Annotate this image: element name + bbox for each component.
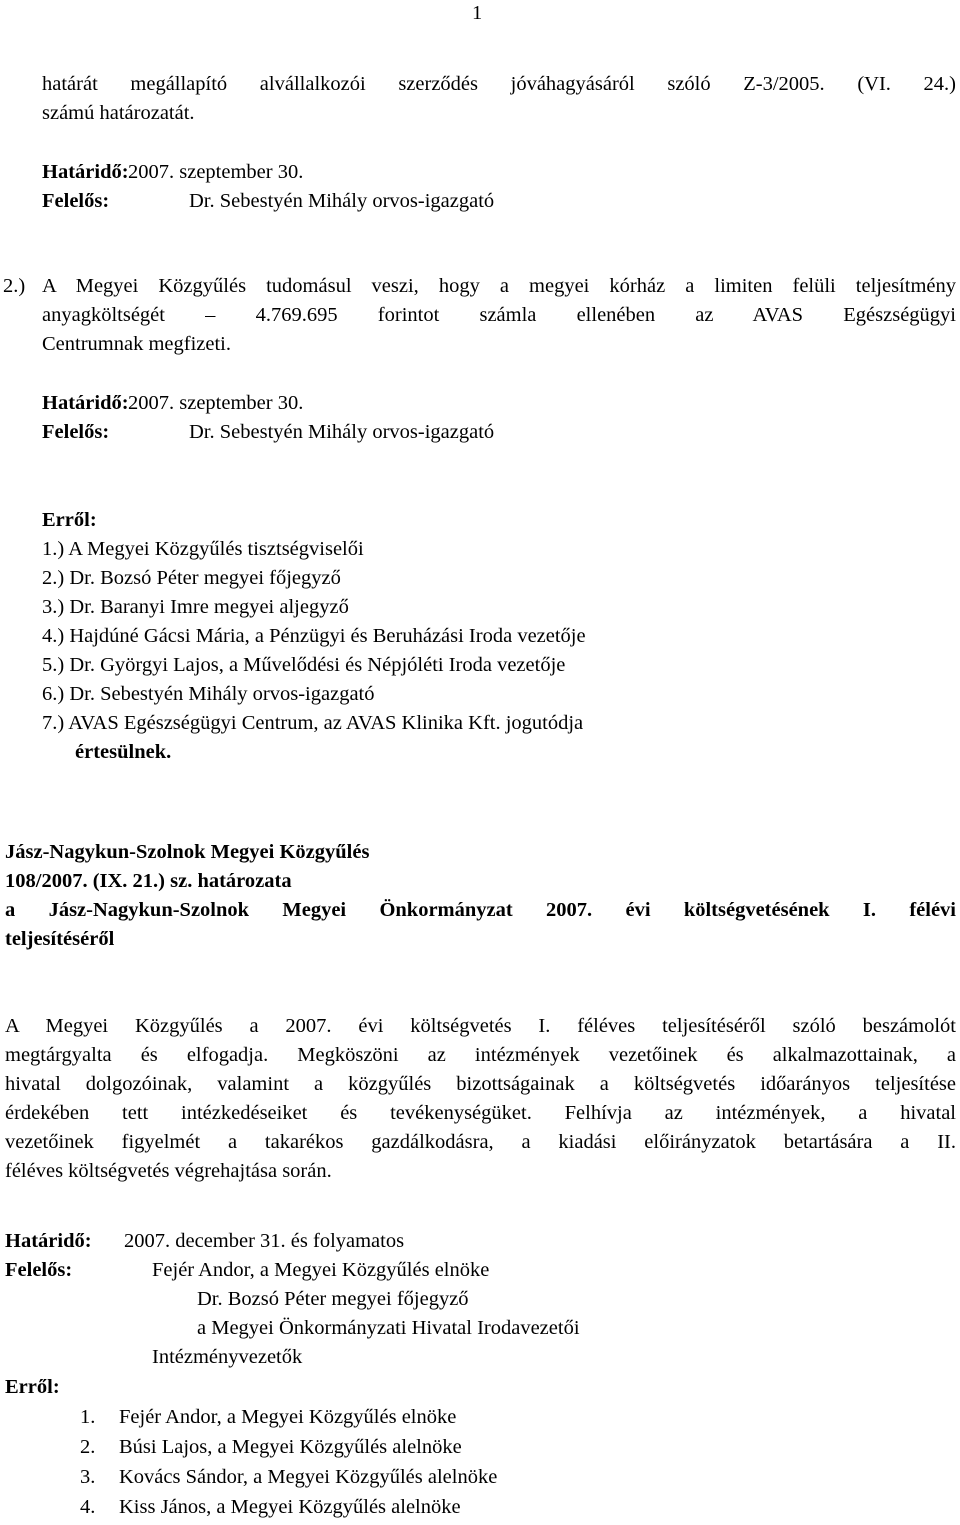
paragraph-line: érdekében tett intézkedéseiket és tevékenységüket. Felhívja az intézmények, a hivatal — [5, 1102, 956, 1124]
text-line: határát megállapító alvállalkozói szerződés jóváhagyásáról szóló Z-3/2005. (VI. 24.) — [42, 73, 956, 95]
resolution-number: 108/2007. (IX. 21.) sz. határozata — [5, 870, 292, 892]
responsible-value: Dr. Bozsó Péter megyei főjegyző — [197, 1288, 469, 1310]
list-item-number: 1. — [80, 1406, 96, 1428]
responsible-value: Dr. Sebestyén Mihály orvos-igazgató — [189, 421, 495, 443]
resolution-body: Jász-Nagykun-Szolnok Megyei Közgyűlés — [5, 841, 370, 863]
list-item: Búsi Lajos, a Megyei Közgyűlés alelnöke — [119, 1436, 462, 1458]
responsible-value: Fejér Andor, a Megyei Közgyűlés elnöke — [152, 1259, 490, 1281]
list-item: Kovács Sándor, a Megyei Közgyűlés alelnöke — [119, 1466, 498, 1488]
resolution-title: teljesítéséről — [5, 928, 115, 950]
list-item: 2.) Dr. Bozsó Péter megyei főjegyző — [42, 567, 341, 589]
list-item: 7.) AVAS Egészségügyi Centrum, az AVAS Klinika Kft. jogutódja — [42, 712, 584, 734]
list-item-number: 3. — [80, 1466, 96, 1488]
list-item: 5.) Dr. Györgyi Lajos, a Művelődési és Népjóléti Iroda vezetője — [42, 654, 566, 676]
responsible-value: Dr. Sebestyén Mihály orvos-igazgató — [189, 190, 495, 212]
paragraph-line: vezetőinek figyelmét a takarékos gazdálkodásra, a kiadási előirányzatok betartására a II. — [5, 1131, 956, 1153]
notify-closing: értesülnek. — [75, 741, 172, 763]
list-item: Kiss János, a Megyei Közgyűlés alelnöke — [119, 1496, 461, 1518]
page-number: 1 — [472, 2, 483, 24]
responsible-value: a Megyei Önkormányzati Hivatal Irodavezetői — [197, 1317, 580, 1339]
list-item: 6.) Dr. Sebestyén Mihály orvos-igazgató — [42, 683, 375, 705]
notify-label: Erről: — [5, 1376, 60, 1398]
paragraph-line: féléves költségvetés végrehajtása során. — [5, 1160, 332, 1182]
list-item: 4.) Hajdúné Gácsi Mária, a Pénzügyi és Beruházási Iroda vezetője — [42, 625, 586, 647]
paragraph-line: megtárgyalta és elfogadja. Megköszöni az intézmények vezetőinek és alkalmazottainak, a — [5, 1044, 956, 1066]
responsible-label: Felelős: — [5, 1259, 73, 1281]
text-line: számú határozatát. — [42, 102, 195, 124]
deadline-value: 2007. december 31. és folyamatos — [124, 1230, 405, 1252]
deadline-label: Határidő: — [42, 392, 129, 414]
responsible-label: Felelős: — [42, 190, 110, 212]
list-item: 1.) A Megyei Közgyűlés tisztségviselői — [42, 538, 364, 560]
list-item-number: 2. — [80, 1436, 96, 1458]
notify-label: Erről: — [42, 509, 97, 531]
resolution-title: a Jász-Nagykun-Szolnok Megyei Önkormányzat 2007. évi költségvetésének I. félévi — [5, 899, 956, 921]
list-item-number: 4. — [80, 1496, 96, 1518]
list-item: Fejér Andor, a Megyei Közgyűlés elnöke — [119, 1406, 457, 1428]
deadline-label: Határidő: — [42, 161, 129, 183]
deadline-label: Határidő: — [5, 1230, 92, 1252]
list-item: 3.) Dr. Baranyi Imre megyei aljegyző — [42, 596, 349, 618]
paragraph-line: hivatal dolgozóinak, valamint a közgyűlés bizottságainak a költségvetés időarányos teljesítése — [5, 1073, 956, 1095]
text-line: A Megyei Közgyűlés tudomásul veszi, hogy a megyei kórház a limiten felüli teljesítmény — [42, 275, 956, 297]
responsible-label: Felelős: — [42, 421, 110, 443]
text-line: anyagköltségét – 4.769.695 forintot számla ellenében az AVAS Egészségügyi — [42, 304, 956, 326]
item-number: 2.) — [3, 275, 26, 297]
text-line: Centrumnak megfizeti. — [42, 333, 231, 355]
paragraph-line: A Megyei Közgyűlés a 2007. évi költségvetés I. féléves teljesítéséről szóló beszámolót — [5, 1015, 956, 1037]
responsible-value: Intézményvezetők — [152, 1346, 303, 1368]
deadline-value: 2007. szeptember 30. — [128, 161, 304, 183]
deadline-value: 2007. szeptember 30. — [128, 392, 304, 414]
